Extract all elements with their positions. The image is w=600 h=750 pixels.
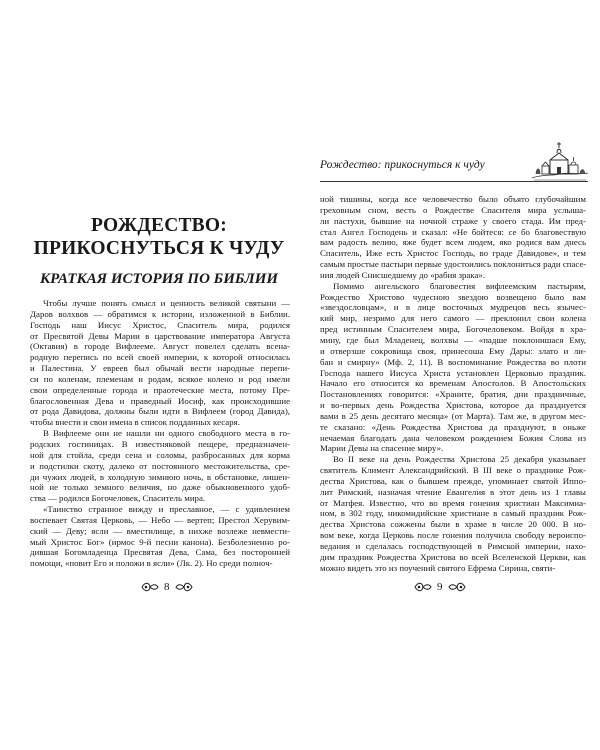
text-line: лит Римский, назначая чтение Евангелия в этот день из 1 главы [320,486,586,497]
text-line: вам радость велию, яже будет всем людем, яко родися вам днесь [320,237,586,248]
text-line: ной тишины, когда все человечество было объято глубочайшим [320,194,586,204]
text-line: ли пастухи, бывшие на ночной страже у своего стада. Им пред- [320,215,586,226]
text-line: ном, в 302 году, никомидийские христиане в самый праздник Рож- [320,508,586,519]
text-line: благословенная Дева и праведный Иосиф, как происходившие [30,395,290,406]
text-line: В Вифлееме они не нашли ни одного свободного места в го- [43,428,290,439]
text-line: от Пресвятой Девы Марии в царствование императора Августа [30,330,290,341]
text-line: от Матфея. Известно, что во время гонения христиан Максимиа- [320,497,586,508]
text-line: Даров волхвов — обратимся к истории, изложенной в Библии. [30,308,290,319]
page-number-right [413,578,467,596]
text-line: ведания и сделалась господствующей в Римской империи, нахо- [320,541,586,551]
text-line: Господь наш Иисус Христос, Спаситель мира, родился [30,319,290,330]
folio-ornament-icon [140,581,160,593]
text-line: «Таинство странное вижду и преславное, — с удивлением [43,504,290,515]
chapter-title-line-1: РОЖДЕСТВО: [91,215,227,236]
text-line: воспевает Святая Церковь, — Небо — вертеп; Престол Херувим- [30,514,290,525]
text-line: дившая Богомладенца Пресвятая Дева, Сама, без посторонней [30,547,290,558]
text-line: си по коленам, племенам и родам, всякое колено и род имели [30,373,290,384]
text-line: ства — родился Богочеловек, Спаситель мира. [30,493,206,504]
text-line: те сказано: «День Рождества Христова да празднуют, в оньже [320,421,586,432]
folio-ornament-icon [413,581,433,593]
text-line: Господа нашего Иисуса Христа установлен Церковью праздник. [320,367,586,378]
text-line: дим праздник Рождества Христова во всей Вселенской Церкви, как [320,551,586,562]
text-line: нечаемая благодать дана человеком рождением Божия Слова из [320,432,586,443]
text-line: мину, где был Младенец, волхвы — «падше поклонишася Ему, [320,334,586,345]
text-line: стал Ангел Господень и сказал: «Не бойтеся: се бо благовествую [320,226,586,237]
right-page-body [320,194,586,574]
church-vignette-icon [530,138,590,182]
text-line: от рода Давидова, должны были идти в Вифлеем (город Давида), [30,406,290,417]
text-line: родную перепись по всей своей империи, к которой относилась [30,352,290,363]
text-line: пред истинным Спасителем мира, Богочеловеком. Войдя в хра- [320,324,586,335]
page-number-9: 9 [437,581,443,593]
text-line: святитель Климент Александрийский. В III веке о празднике Рож- [320,465,586,476]
text-line: можно видеть это из поучений святого Ефрема Сирина, святи- [320,562,556,573]
text-line: Рождество Христово чудесною звездою возвещено было вам [320,291,586,302]
text-line: Спаситель, Иже есть Христос Господь, во граде Давидове», и тем [320,248,586,259]
folio-ornament-icon [174,581,194,593]
text-line: греховным сном, весть о Рождестве Спасителя мира услыша- [320,204,586,215]
folio-ornament-icon [447,581,467,593]
text-line: «звездословцам», и в лице восточных мудрецов весь язычес- [320,302,586,313]
text-line: ной не только земного величия, но даже обыкновенного удоб- [30,482,290,493]
text-line: вом веке, когда Церковь после гонения получила свободу вероиспо- [320,530,586,541]
text-line: ди чужих людей, в холодную зимнюю ночь, в обстановке, лишен- [30,471,290,482]
text-line: кий мир, незримо для него самого — преклонил свои колена [320,313,586,324]
text-line: свои определенные города и праотеческие места, потому Пре- [30,384,290,395]
text-line: Марии Девы на спасение миру». [320,443,444,454]
text-line: и Палестина. У евреев был обычай вести народные перепи- [30,363,290,374]
page-number-8: 8 [164,581,170,593]
left-page-body [30,298,290,569]
text-line: Начало его относится ко временам Апостолов. В Апостольских [320,378,586,389]
text-line: самым простые пастыри первые удостоились поклониться ради спасе- [320,259,587,270]
text-line: и отверзше сокровища своя, принесоша Ему Дары: злато и ли- [320,345,586,356]
text-line: (Октавия) в городе Вифлееме. Август повелел сделать всена- [30,341,290,352]
text-line: и подстилки скоту, далеко от постоянного местожительства, сре- [30,460,290,471]
running-head: Рождество: прикоснуться к чуду [320,159,485,171]
text-line: Во II веке на день Рождества Христова 25 декабря указывает [333,454,586,465]
text-line: родских гостиницах. В известняковой пещере, предназначен- [30,438,290,449]
text-line: дества Христова сожжены были в храме в числе 20 000. В но- [320,519,586,530]
text-line: мый Христос Бог» (ирмос 9-й песни канона). Безболезненно ро- [30,536,290,547]
page-number-left [140,578,194,596]
text-line: ния людей Снисшедшему до «рабия зрака». [320,269,486,280]
text-line: ной для стойла, среди сена и соломы, разбросанных для корма [30,449,290,460]
text-line: вами в 25 день десятаго месяца» (от Марта). Там же, в другом мес- [320,410,586,421]
text-line: Помимо ангельского благовестия вифлеемским пастырям, [333,280,586,291]
text-line: ский — Деву; ясли — вместилище, в нихже возлеже невмести- [30,525,290,536]
chapter-title [30,214,288,260]
chapter-title-line-2: ПРИКОСНУТЬСЯ К ЧУДУ [33,238,285,259]
text-line: чтобы внести и свои имена в список подданных кесаря. [30,417,240,428]
text-line: дества Христова, как о бывшем прежде, упоминает святой Иппо- [320,475,586,486]
text-line: и во-первых день Рождества Христова, которое да празднуется [320,400,586,411]
header-rule [320,181,588,182]
text-line: помощи, «повит Его и положи в ясли» (Лк. 2). Но среди полноч- [30,558,273,569]
text-line: Чтобы лучше понять смысл и ценность великой святыни — [43,298,290,308]
section-subtitle: КРАТКАЯ ИСТОРИЯ ПО БИБЛИИ [39,271,279,287]
text-line: бан и смирну» (Мф. 2, 11). В воспоминание Рождества во плоти [320,356,586,367]
text-line: Постановлениях говорится: «Храните, братия, дни праздничные, [320,389,586,400]
